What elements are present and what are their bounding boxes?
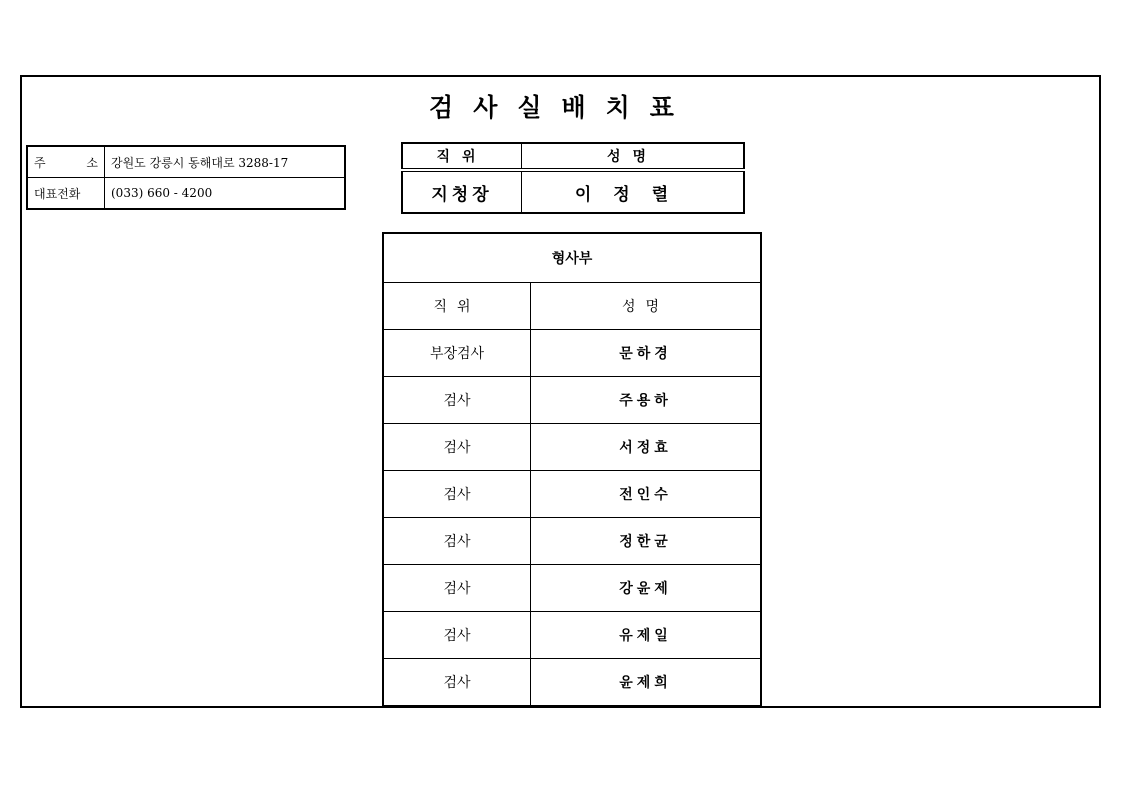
row-name: 윤제희 (531, 659, 762, 707)
chief-table (401, 142, 745, 214)
table-row (383, 565, 761, 612)
phone-row (27, 178, 345, 210)
chief-header-row (402, 143, 744, 170)
row-name: 정한균 (531, 518, 762, 565)
table-row (383, 612, 761, 659)
department-header-row (383, 283, 761, 330)
row-name: 강윤제 (531, 565, 762, 612)
department-name: 형사부 (383, 233, 761, 283)
table-row (383, 471, 761, 518)
department-header-name: 성명 (531, 283, 762, 330)
table-row (383, 518, 761, 565)
chief-name: 이정렬 (522, 170, 745, 213)
table-row (383, 377, 761, 424)
table-row (383, 330, 761, 377)
row-name: 주용하 (531, 377, 762, 424)
table-row (383, 424, 761, 471)
row-position: 검사 (383, 612, 531, 659)
row-position: 검사 (383, 518, 531, 565)
table-row (383, 659, 761, 707)
row-position: 검사 (383, 659, 531, 707)
row-name: 유제일 (531, 612, 762, 659)
row-position: 검사 (383, 424, 531, 471)
phone-value: (033) 660 - 4200 (105, 178, 346, 210)
row-name: 전인수 (531, 471, 762, 518)
row-position: 검사 (383, 471, 531, 518)
row-name: 문하경 (531, 330, 762, 377)
address-row (27, 146, 345, 178)
row-name: 서정효 (531, 424, 762, 471)
department-table (382, 232, 762, 707)
chief-row (402, 170, 744, 213)
chief-header-position: 직위 (402, 143, 522, 170)
chief-header-name: 성명 (522, 143, 745, 170)
chief-position: 지청장 (402, 170, 522, 213)
address-label-right: 소 (86, 155, 98, 170)
row-position: 검사 (383, 565, 531, 612)
address-label (27, 146, 105, 178)
address-table (26, 145, 346, 210)
page-title: 검사실배치표 (429, 93, 694, 122)
row-position: 부장검사 (383, 330, 531, 377)
phone-label: 대표전화 (27, 178, 105, 210)
address-value: 강원도 강릉시 동해대로 3288-17 (105, 146, 346, 178)
row-position: 검사 (383, 377, 531, 424)
address-label-left: 주 (34, 155, 46, 170)
department-header-position: 직위 (383, 283, 531, 330)
department-title-row (383, 233, 761, 283)
